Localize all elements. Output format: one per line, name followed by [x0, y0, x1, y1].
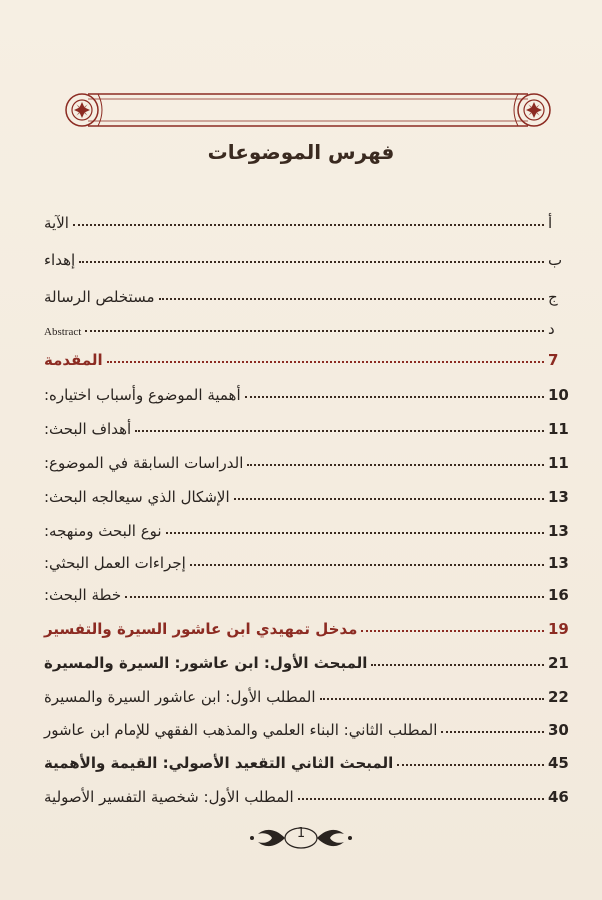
toc-entry-label: الآية: [44, 214, 69, 232]
toc-row-section[interactable]: [40, 343, 570, 369]
page-title: فهرس الموضوعات: [207, 140, 395, 164]
toc-row[interactable]: [40, 243, 570, 269]
dot-leader: [79, 261, 544, 263]
toc-row[interactable]: [40, 578, 570, 604]
dot-leader: [320, 698, 545, 700]
dot-leader: [361, 630, 544, 632]
toc-entry-label: خطة البحث:: [44, 586, 122, 604]
dot-leader: [247, 464, 544, 466]
dot-leader: [85, 330, 544, 332]
dot-leader: [190, 564, 544, 566]
toc-page-number: 16: [548, 586, 569, 604]
dot-leader: [159, 298, 544, 300]
toc-entry-label: أهمية الموضوع وأسباب اختياره:: [44, 386, 241, 404]
toc-page-number: 46: [548, 788, 569, 806]
toc-entry-label: المقدمة: [44, 351, 103, 369]
toc-row[interactable]: [40, 746, 570, 772]
toc-row[interactable]: [40, 713, 570, 739]
toc-page-number: 11: [548, 420, 569, 438]
toc-row[interactable]: [40, 546, 570, 572]
toc-entry-label: إجراءات العمل البحثي:: [44, 554, 186, 572]
toc-entry-label: Abstract: [44, 326, 82, 338]
toc-row[interactable]: [40, 680, 570, 706]
dot-leader: [441, 731, 544, 733]
toc-entry-label: أهداف البحث:: [44, 420, 132, 438]
toc-entry-label: الدراسات السابقة في الموضوع:: [44, 454, 244, 472]
toc-entry-label: مستخلص الرسالة: [44, 288, 155, 306]
toc-page-number: 21: [548, 654, 569, 672]
toc-entry-label: إهداء: [44, 251, 76, 269]
toc-page-number: 13: [548, 522, 569, 540]
toc-row[interactable]: [40, 780, 570, 806]
dot-leader: [166, 532, 544, 534]
dot-leader: [298, 798, 544, 800]
toc-entry-label: المبحث الثاني التقعيد الأصولي: القيمة والأهمية: [44, 754, 394, 772]
toc-page-number: ب: [548, 251, 563, 269]
toc-row[interactable]: [40, 280, 570, 306]
toc-row[interactable]: [40, 312, 570, 338]
toc-page-number: أ: [548, 214, 553, 232]
dot-leader: [125, 596, 544, 598]
dot-leader: [107, 361, 544, 363]
toc-entry-label: المطلب الأول: شخصية التفسير الأصولية: [44, 788, 294, 806]
toc-entry-label: المبحث الأول: ابن عاشور: السيرة والمسيرة: [44, 654, 368, 672]
dot-leader: [135, 430, 544, 432]
toc-entry-label: المطلب الأول: ابن عاشور السيرة والمسيرة: [44, 688, 316, 706]
toc-row-section[interactable]: [40, 612, 570, 638]
toc-page-number: ج: [548, 288, 558, 306]
toc-page-number: 19: [548, 620, 569, 638]
page-number: 1: [296, 826, 306, 841]
dot-leader: [234, 498, 544, 500]
toc-entry-label: المطلب الثاني: البناء العلمي والمذهب الفقهي للإمام ابن عاشور: [44, 721, 438, 739]
toc-row[interactable]: [40, 480, 570, 506]
toc-entry-label: مدخل تمهيدي ابن عاشور السيرة والتفسير: [44, 620, 358, 638]
toc-page-number: 7: [548, 351, 559, 369]
toc-page-number: 11: [548, 454, 569, 472]
dot-leader: [73, 224, 544, 226]
dot-leader: [371, 664, 544, 666]
toc-page-number: د: [548, 320, 555, 338]
toc-page-number: 22: [548, 688, 569, 706]
toc-page-number: 30: [548, 721, 569, 739]
dot-leader: [245, 396, 544, 398]
toc-entry-label: نوع البحث ومنهجه:: [44, 522, 162, 540]
dot-leader: [397, 764, 544, 766]
toc-page-number: 13: [548, 488, 569, 506]
toc-row[interactable]: [40, 206, 570, 232]
toc-row[interactable]: [40, 646, 570, 672]
toc-row[interactable]: [40, 412, 570, 438]
toc-page-number: 45: [548, 754, 569, 772]
toc-row[interactable]: [40, 514, 570, 540]
toc-page-number: 13: [548, 554, 569, 572]
toc-entry-label: الإشكال الذي سيعالجه البحث:: [44, 488, 230, 506]
toc-row[interactable]: [40, 446, 570, 472]
toc-row[interactable]: [40, 378, 570, 404]
toc-page-number: 10: [548, 386, 569, 404]
